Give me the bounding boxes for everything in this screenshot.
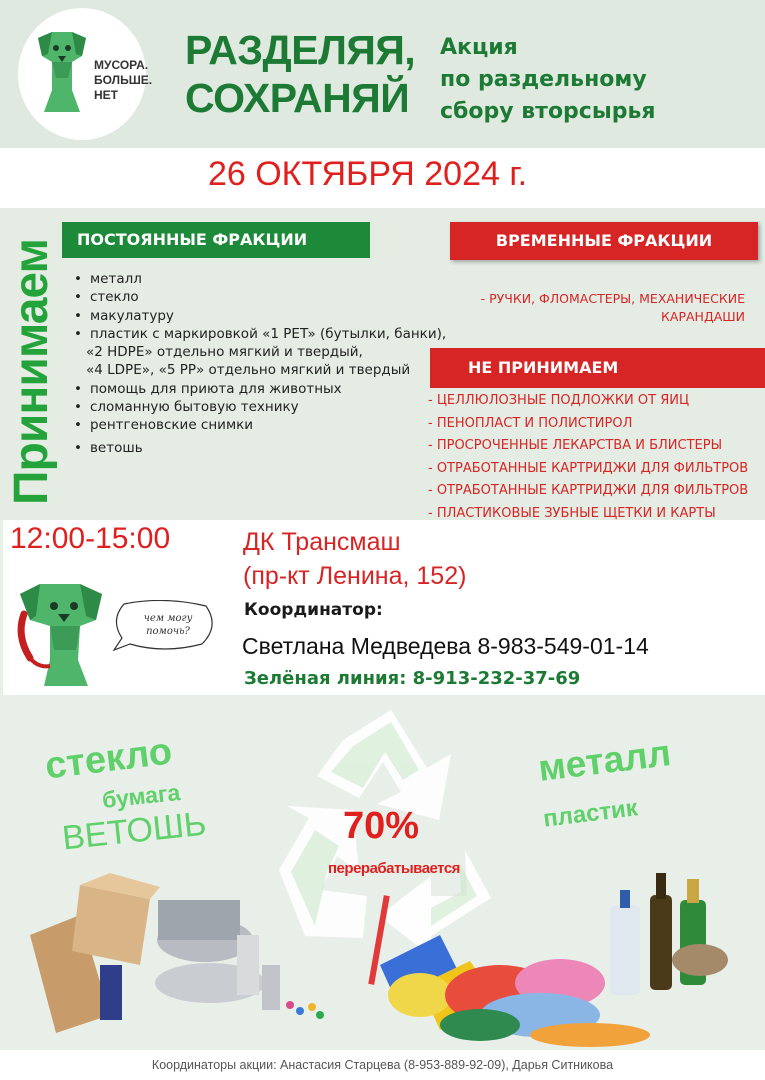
footer-coordinators: Координаторы акции: Анастасия Старцева (8-953-889-92-09), Дарья Ситникова: [151, 1058, 614, 1072]
list-item: «2 HDPE» отдельно мягкий и твердый,: [86, 344, 363, 361]
list-item: - ПРОСРОЧЕННЫЕ ЛЕКАРСТВА И БЛИСТЕРЫ: [428, 438, 723, 453]
page-subtitle: Акция по раздельному сбору вторсырья: [440, 35, 656, 124]
dog-logo-icon: [32, 30, 92, 114]
list-item: - ЦЕЛЛЮЛОЗНЫЕ ПОДЛОЖКИ ОТ ЯИЦ: [428, 393, 690, 408]
word-rags: ВЕТОШЬ: [60, 804, 209, 858]
list-item: - ОТРАБОТАННЫЕ КАРТРИДЖИ ДЛЯ ФИЛЬТРОВ: [428, 460, 749, 476]
list-item: • макулатуру: [74, 307, 446, 325]
not-accepted-list: [428, 390, 748, 525]
waste-items-illustration: [0, 865, 765, 1050]
list-item: • помощь для приюта для животных: [74, 380, 446, 398]
coordinator-label: Координатор:: [244, 600, 383, 620]
list-item: • стекло: [74, 288, 446, 306]
list-item: - ОТРАБОТАННЫЕ КАРТРИДЖИ ДЛЯ ФИЛЬТРОВ: [428, 483, 749, 498]
list-item: • металл: [74, 270, 446, 288]
green-line-phone: Зелёная линия: 8-913-232-37-69: [244, 668, 581, 689]
word-glass: стекло: [42, 730, 175, 788]
list-item: • ветошь: [74, 439, 446, 457]
event-address: (пр-кт Ленина, 152): [243, 562, 467, 590]
page-title: РАЗДЕЛЯЯ, СОХРАНЯЙ: [185, 27, 416, 121]
temporary-item: - РУЧКИ, ФЛОМАСТЕРЫ, МЕХАНИЧЕСКИЕ КАРАНДАШИ: [480, 291, 745, 324]
word-plastic: пластик: [541, 794, 640, 833]
logo: [18, 8, 153, 140]
list-item: - ПЕНОПЛАСТ И ПОЛИСТИРОЛ: [428, 415, 633, 431]
recycle-percent: 70%: [343, 805, 420, 847]
list-item: «4 LDPE», «5 PP» отдельно мягкий и твердый: [86, 362, 411, 379]
permanent-list: [74, 270, 446, 457]
word-paper: бумага: [100, 778, 182, 814]
speech-bubble-text: чем могу помочь?: [143, 613, 193, 637]
logo-text: МУСОРА. БОЛЬШЕ. НЕТ: [94, 58, 153, 102]
list-item: • рентгеновские снимки: [74, 416, 446, 434]
event-place: ДК Трансмаш: [243, 528, 401, 556]
list-item: - ПЛАСТИКОВЫЕ ЗУБНЫЕ ЩЕТКИ И КАРТЫ: [428, 505, 716, 521]
event-time: 12:00-15:00: [10, 522, 171, 555]
event-date: 26 ОКТЯБРЯ 2024 г.: [207, 155, 528, 193]
word-metal: металл: [535, 732, 674, 789]
permanent-fractions-title: ПОСТОЯННЫЕ ФРАКЦИИ: [62, 222, 370, 258]
list-item: • пластик с маркировкой «1 PET» (бутылки, банки),: [74, 325, 446, 343]
list-item: • сломанную бытовую технику: [74, 398, 446, 416]
recycle-percent-note: перерабатывается: [328, 860, 460, 877]
dog-phone-icon: [16, 580, 116, 690]
coordinator-contact: Светлана Медведева 8-983-549-01-14: [242, 633, 649, 659]
temporary-fractions-title: ВРЕМЕННЫЕ ФРАКЦИИ: [450, 222, 758, 260]
accept-vertical-label: Принимаем: [5, 239, 58, 505]
not-accepted-title: НЕ ПРИНИМАЕМ: [430, 348, 765, 388]
